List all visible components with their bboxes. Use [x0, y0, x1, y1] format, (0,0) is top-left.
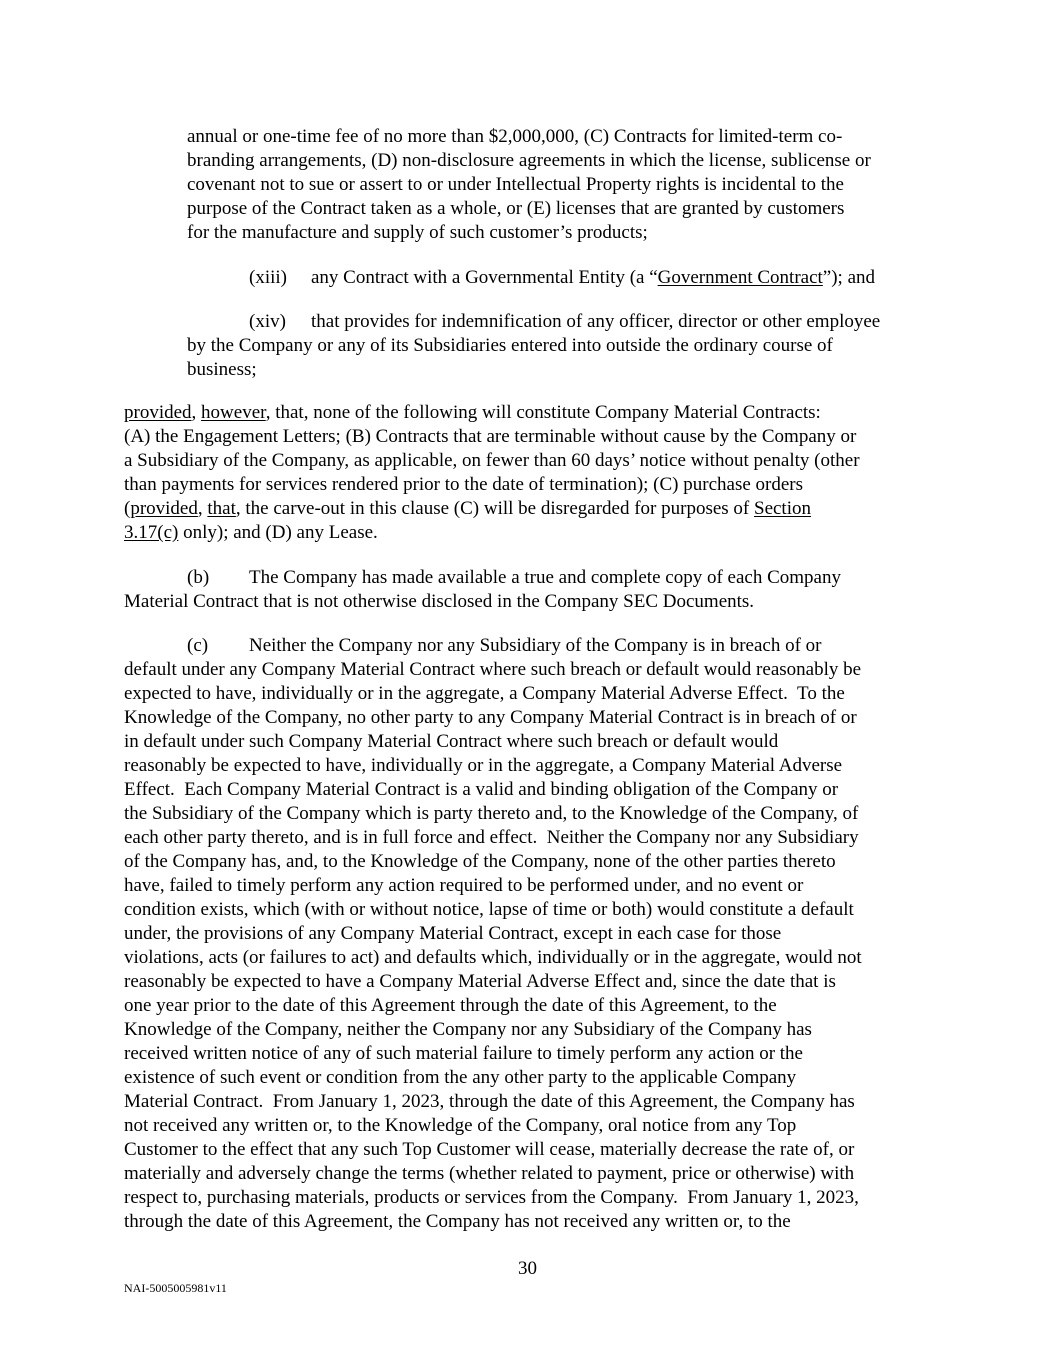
text-line: Effect. Each Company Material Contract is a valid and binding obligation of the Company or: [124, 779, 839, 800]
however-term: however: [201, 402, 266, 423]
text-line: [124, 521, 378, 545]
text-line: not received any written or, to the Knowledge of the Company, oral notice from any Top: [124, 1115, 797, 1136]
item-text-before: any Contract with a Governmental Entity (a “: [311, 267, 658, 288]
text-segment: , that, none of the following will constitute Company Material Contracts:: [265, 402, 821, 423]
text-line: Knowledge of the Company, neither the Company nor any Subsidiary of the Company has: [124, 1019, 812, 1040]
item-text-after: ”); and: [822, 267, 876, 288]
defined-term: Government Contract: [657, 267, 823, 288]
provided-term: provided: [124, 402, 192, 423]
text-line: reasonably be expected to have, individually or in the aggregate, a Company Material Adverse: [124, 755, 843, 776]
document-id: NAI-5005005981v11: [124, 1281, 227, 1295]
provided-term: provided: [130, 498, 198, 519]
text-line: a Subsidiary of the Company, as applicable, on fewer than 60 days’ notice without penalty (other: [124, 450, 860, 471]
text-line: one year prior to the date of this Agreement through the date of this Agreement, to the: [124, 995, 777, 1016]
text-line: annual or one-time fee of no more than $2,000,000, (C) Contracts for limited-term co-: [187, 126, 843, 147]
text-line: reasonably be expected to have a Company Material Adverse Effect and, since the date that is: [124, 971, 836, 992]
punctuation: ,: [191, 402, 202, 423]
text-line: respect to, purchasing materials, products or services from the Company. From January 1, 2023,: [124, 1187, 859, 1208]
text-line: purpose of the Contract taken as a whole, or (E) licenses that are granted by customers: [187, 198, 845, 219]
text-line: [124, 401, 821, 425]
item-number: (xiv): [249, 311, 286, 332]
text-line: Knowledge of the Company, no other party to any Company Material Contract is in breach of or: [124, 707, 857, 728]
text-line: [124, 497, 811, 521]
paragraph-label: (b): [187, 567, 210, 588]
text-line: (A) the Engagement Letters; (B) Contracts that are terminable without cause by the Company or: [124, 426, 857, 447]
page-number: 30: [518, 1258, 537, 1279]
text-line: Customer to the effect that any such Top Customer will cease, materially decrease the rate of, or: [124, 1139, 855, 1160]
text-line: condition exists, which (with or without notice, lapse of time or both) would constitute a default: [124, 899, 854, 920]
text-line: Material Contract that is not otherwise disclosed in the Company SEC Documents.: [124, 591, 755, 612]
text-segment: only); and (D) any Lease.: [178, 522, 378, 543]
item-text: [311, 266, 875, 290]
section-reference: Section: [754, 498, 811, 519]
text-line: violations, acts (or failures to act) and defaults which, individually or in the aggregate, would not: [124, 947, 862, 968]
item-number: (xiii): [249, 267, 287, 288]
text-line: under, the provisions of any Company Material Contract, except in each case for those: [124, 923, 782, 944]
text-line: Neither the Company nor any Subsidiary of the Company is in breach of or: [249, 635, 822, 656]
text-line: existence of such event or condition from the any other party to the applicable Company: [124, 1067, 797, 1088]
that-term: that: [207, 498, 236, 519]
paragraph-label: (c): [187, 635, 209, 656]
text-line: in default under such Company Material Contract where such breach or default would: [124, 731, 779, 752]
text-line: have, failed to timely perform any action required to be performed under, and no event or: [124, 875, 804, 896]
text-line: than payments for services rendered prior to the date of termination); (C) purchase orders: [124, 474, 803, 495]
text-line: branding arrangements, (D) non-disclosure agreements in which the license, sublicense or: [187, 150, 871, 171]
text-line: for the manufacture and supply of such customer’s products;: [187, 222, 648, 243]
text-line: materially and adversely change the terms (whether related to payment, price or otherwise) with: [124, 1163, 855, 1184]
text-line: default under any Company Material Contract where such breach or default would reasonably be: [124, 659, 862, 680]
text-line: business;: [187, 359, 257, 380]
text-line: that provides for indemnification of any officer, director or other employee: [311, 311, 881, 332]
text-line: by the Company or any of its Subsidiaries entered into outside the ordinary course of: [187, 335, 833, 356]
text-line: received written notice of any of such material failure to timely perform any action or the: [124, 1043, 803, 1064]
section-reference: 3.17(c): [124, 522, 179, 543]
text-line: expected to have, individually or in the aggregate, a Company Material Adverse Effect. To the: [124, 683, 845, 704]
punctuation: (: [124, 498, 131, 519]
text-line: The Company has made available a true and complete copy of each Company: [249, 567, 841, 588]
text-line: Material Contract. From January 1, 2023, through the date of this Agreement, the Company has: [124, 1091, 855, 1112]
punctuation: ,: [197, 498, 208, 519]
text-line: each other party thereto, and is in full force and effect. Neither the Company nor any Subsidiary: [124, 827, 859, 848]
text-line: of the Company has, and, to the Knowledge of the Company, none of the other parties thereto: [124, 851, 836, 872]
text-line: covenant not to sue or assert to or under Intellectual Property rights is incidental to the: [187, 174, 844, 195]
text-line: the Subsidiary of the Company which is party thereto and, to the Knowledge of the Company, of: [124, 803, 859, 824]
text-line: through the date of this Agreement, the Company has not received any written or, to the: [124, 1211, 791, 1232]
text-segment: , the carve-out in this clause (C) will be disregarded for purposes of: [235, 498, 754, 519]
